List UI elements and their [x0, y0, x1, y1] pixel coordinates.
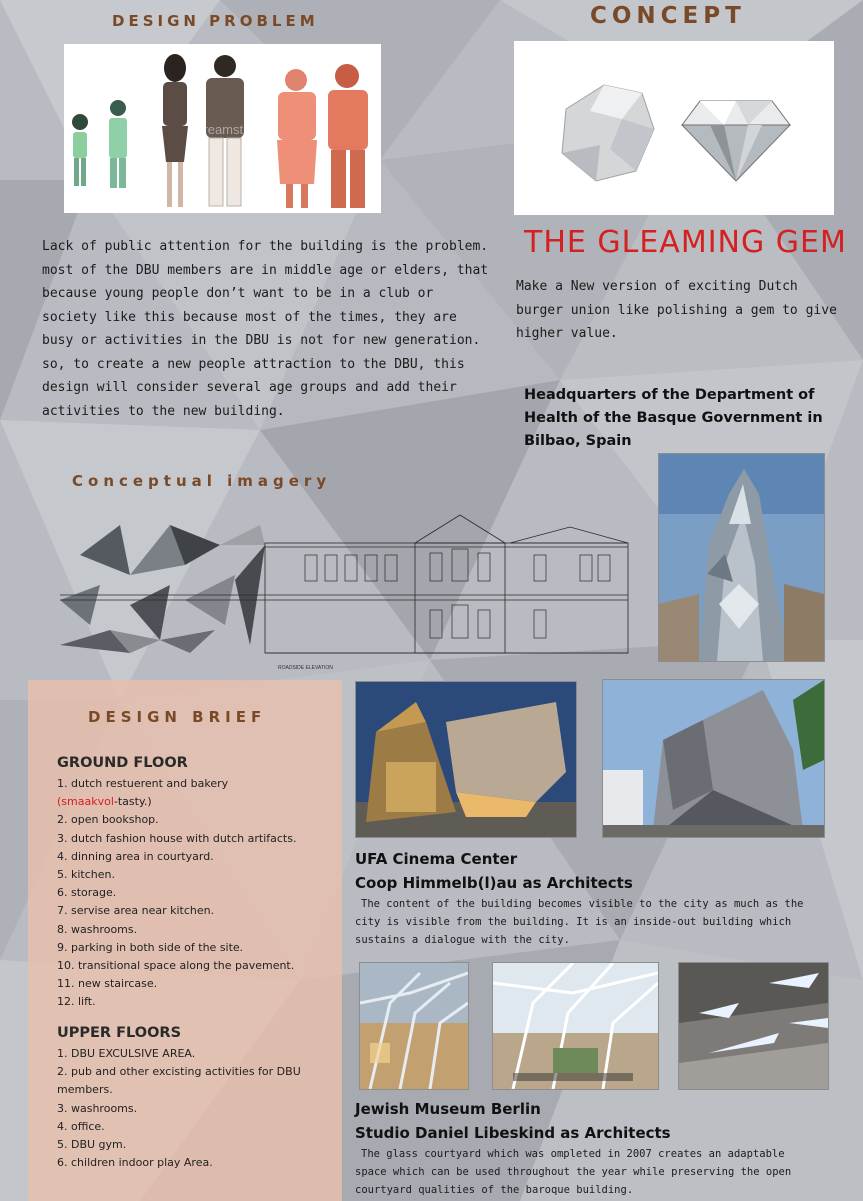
brief-item-text: 10. transitional space along the pavement.	[57, 959, 295, 973]
brief-list-item	[57, 902, 337, 920]
brief-list-item	[57, 1100, 342, 1118]
brief-item-text: 3. washrooms.	[57, 1101, 138, 1115]
ufa-title-line1: UFA Cinema Center	[355, 850, 518, 868]
brief-item-text: 4. office.	[57, 1119, 105, 1133]
concept-text: Make a New version of exciting Dutch burger union like polishing a gem to give higher value.	[516, 279, 837, 341]
brief-item-text: 6. storage.	[57, 886, 117, 900]
basque-headquarters-photo	[658, 453, 825, 662]
upper-floors-list	[57, 1045, 342, 1172]
brief-list-item	[57, 775, 337, 811]
ufa-cinema-photo-day	[602, 679, 825, 838]
brief-list-item	[57, 1063, 342, 1099]
brief-list-item	[57, 957, 337, 975]
illustration-watermark: Dreamstime	[194, 122, 265, 137]
brief-item-text: 7. servise area near kitchen.	[57, 904, 215, 918]
gems-image	[514, 41, 834, 215]
brief-item-text: 9. parking in both side of the site.	[57, 940, 244, 954]
brief-item-text: 1. dutch restuerent and bakery	[57, 777, 229, 790]
brief-item-text: 12. lift.	[57, 995, 96, 1009]
brief-item-text: 3. dutch fashion house with dutch artifacts.	[57, 831, 297, 845]
brief-list-item	[57, 1154, 342, 1172]
brief-list-item	[57, 830, 337, 848]
brief-item-text: 4. dinning area in courtyard.	[57, 849, 214, 863]
brief-list-item	[57, 866, 337, 884]
upper-floors-section	[57, 1025, 342, 1172]
conceptual-imagery-heading: Conceptual imagery	[72, 472, 332, 490]
brief-list-item	[57, 1118, 342, 1136]
ufa-caption	[355, 847, 815, 949]
brief-item-text: 5. DBU gym.	[57, 1138, 127, 1152]
upper-floors-title: UPPER FLOORS	[57, 1025, 182, 1041]
jewish-museum-photo-glass-roof	[492, 962, 659, 1090]
brief-item-text: 8. washrooms.	[57, 922, 138, 936]
brief-item-text: 2. open bookshop.	[57, 813, 159, 827]
brief-list-item	[57, 1136, 342, 1154]
brief-item-text: 2. pub and other excisting activities for DBU members.	[57, 1065, 301, 1097]
jewish-museum-caption	[355, 1097, 815, 1199]
brief-item-text: 11. new staircase.	[57, 977, 158, 991]
concept-title: THE GLEAMING GEM	[524, 225, 847, 260]
brief-item-suffix: -tasty.)	[113, 795, 152, 809]
ground-floor-title: GROUND FLOOR	[57, 755, 188, 771]
design-problem-text: Lack of public attention for the building is the problem. most of the DBU members are in middle age or elders, that because young people don’t want to be in a club or society like this because most of the times, they are busy or activities in the DBU is not for new generation. so, to create a new people attraction to the DBU, this design will consider several age groups and add their activities to the new building.	[42, 239, 489, 419]
design-problem-heading: DESIGN PROBLEM	[112, 12, 319, 30]
jewish-museum-photo-interior	[678, 962, 829, 1090]
brief-list-item	[57, 1045, 342, 1063]
ground-floor-section	[57, 755, 337, 1012]
brief-item-highlight: (smaakvol	[57, 795, 114, 809]
basque-headquarters-title: Headquarters of the Department of Health of the Basque Government in Bilbao, Spain	[524, 387, 823, 449]
brief-item-text: 6. children indoor play Area.	[57, 1156, 213, 1170]
ground-floor-list	[57, 775, 337, 1012]
jewish-museum-title-line1: Jewish Museum Berlin	[355, 1100, 541, 1118]
jewish-museum-text: The glass courtyard which was ompleted in 2007 creates an adaptable space which can be used throughout the year while preserving the open courtyard qualities of the baroque building.	[355, 1148, 792, 1196]
concept-heading: CONCEPT	[590, 3, 746, 29]
brief-list-item	[57, 811, 337, 829]
ufa-title-line2: Coop Himmelb(l)au as Architects	[355, 874, 633, 892]
elevation-label: ROADSIDE ELEVATION	[278, 665, 333, 671]
brief-item-text: 5. kitchen.	[57, 868, 115, 882]
ufa-text: The content of the building becomes visible to the city as much as the city is visible from the building. It is an inside-out building which sustains a dialogue with the city.	[355, 898, 804, 946]
jewish-museum-photo-courtyard	[359, 962, 469, 1090]
jewish-museum-title-line2: Studio Daniel Libeskind as Architects	[355, 1124, 671, 1142]
design-brief-heading: DESIGN BRIEF	[88, 708, 267, 726]
brief-list-item	[57, 993, 337, 1011]
brief-list-item	[57, 939, 337, 957]
ufa-cinema-photo-night	[355, 681, 577, 838]
elevation-drawing	[20, 505, 645, 673]
brief-list-item	[57, 848, 337, 866]
people-illustration	[64, 44, 381, 213]
brief-item-text: 1. DBU EXCULSIVE AREA.	[57, 1047, 196, 1060]
brief-list-item	[57, 921, 337, 939]
brief-list-item	[57, 884, 337, 902]
brief-list-item	[57, 975, 337, 993]
